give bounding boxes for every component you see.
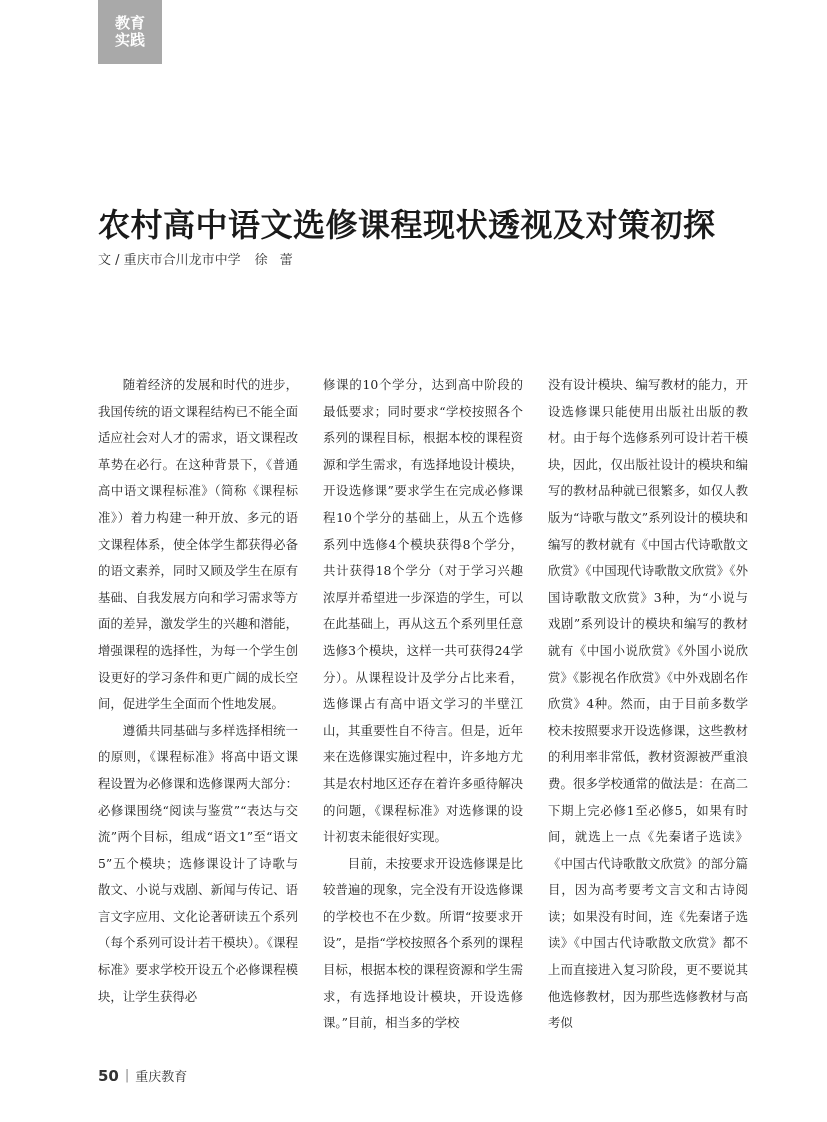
paragraph: 遵循共同基础与多样选择相统一的原则，《课程标准》将高中语文课程设置为必修课和选修课两大部分：必修课围绕“阅读与鉴赏”“表达与交流”两个目标，组成“语文1”至“语文5”五个模块；选修课设计了诗歌与散文、小说与戏剧、新闻与传记、语言文字应用、文化论著研读五个系列（每个系列可设计若干模块）。《课程标准》要求学校开设五个必修课程模块，让学生获得必 bbox=[98, 722, 298, 1004]
paragraph: 随着经济的发展和时代的进步，我国传统的语文课程结构已不能全面适应社会对人才的需求，语文课程改革势在必行。在这种背景下，《普通高中语文课程标准》（简称《课程标准》）着力构建一种开放、多元的语文课程体系，使全体学生都获得必备的语文素养，同时又顾及学生在原有基础、自我发展方向和学习需求等方面的差异，激发学生的兴趣和潜能，增强课程的选择性，为每一个学生创设更好的学习条件和更广阔的成长空间，促进学生全面而个性地发展。 bbox=[98, 377, 298, 712]
byline-affiliation: 文 / 重庆市合川龙市中学 bbox=[98, 253, 241, 268]
byline bbox=[98, 249, 297, 268]
page-footer bbox=[98, 1066, 187, 1085]
article-column-3 bbox=[548, 372, 748, 1031]
paragraph: 目前，未按要求开设选修课是比较普遍的现象，完全没有开设选修课的学校也不在少数。所谓“按要求开设”，是指“学校按照各个系列的课程目标，根据本校的课程资源和学生需求，有选择地设计模块，开设选修课。”目前，相当多的学校 bbox=[323, 855, 523, 1031]
section-tag-line2: 实践 bbox=[114, 31, 145, 49]
paragraph: 修课的10个学分，达到高中阶段的最低要求；同时要求“学校按照各个系列的课程目标，根据本校的课程资源和学生需求，有选择地设计模块，开设选修课”要求学生在完成必修课程10个学分的基础上，从五个选修系列中选修4个模块获得8个学分，共计获得18个学分（对于学习兴趣浓厚并希望进一步深造的学生，可以在此基础上，再从这五个系列里任意选修3个模块，这样一共可获得24学分）。从课程设计及学分占比来看，选修课占有高中语文学习的半壁江山，其重要性自不待言。但是，近年来在选修课实施过程中，许多地方尤其是农村地区还存在着许多亟待解决的问题，《课程标准》对选修课的设计初衷未能很好实现。 bbox=[323, 377, 523, 845]
byline-author: 徐 蕾 bbox=[254, 253, 297, 268]
article-title: 农村高中语文选修课程现状透视及对策初探 bbox=[98, 206, 716, 244]
section-tag-line1: 教育 bbox=[114, 14, 145, 32]
page-number: 50 bbox=[98, 1066, 119, 1085]
article-column-2 bbox=[323, 372, 523, 1031]
paragraph: 没有设计模块、编写教材的能力，开设选修课只能使用出版社出版的教材。由于每个选修系列可设计若干模块，因此，仅出版社设计的模块和编写的教材品种就已很繁多，如仅人教版为“诗歌与散文”系列设计的模块和编写的教材就有《中国古代诗歌散文欣赏》《中国现代诗歌散文欣赏》《外国诗歌散文欣赏》3种，为“小说与戏剧”系列设计的模块和编写的教材就有《中国小说欣赏》《外国小说欣赏》《影视名作欣赏》《中外戏剧名作欣赏》4种。然而，由于目前多数学校未按照要求开设选修课，这些教材的利用率非常低，教材资源被严重浪费。很多学校通常的做法是：在高二下期上完必修1至必修5，如果有时间，就选上一点《先秦诸子选读》《中国古代诗歌散文欣赏》的部分篇目，因为高考要考文言文和古诗阅读；如果没有时间，连《先秦诸子选读》《中国古代诗歌散文欣赏》都不上而直接进入复习阶段，更不要说其他选修教材，因为那些选修教材与高考似 bbox=[548, 377, 748, 1031]
section-tag bbox=[98, 0, 162, 64]
footer-separator: | bbox=[124, 1068, 130, 1083]
article-column-1 bbox=[98, 372, 298, 1022]
journal-name: 重庆教育 bbox=[135, 1070, 188, 1085]
